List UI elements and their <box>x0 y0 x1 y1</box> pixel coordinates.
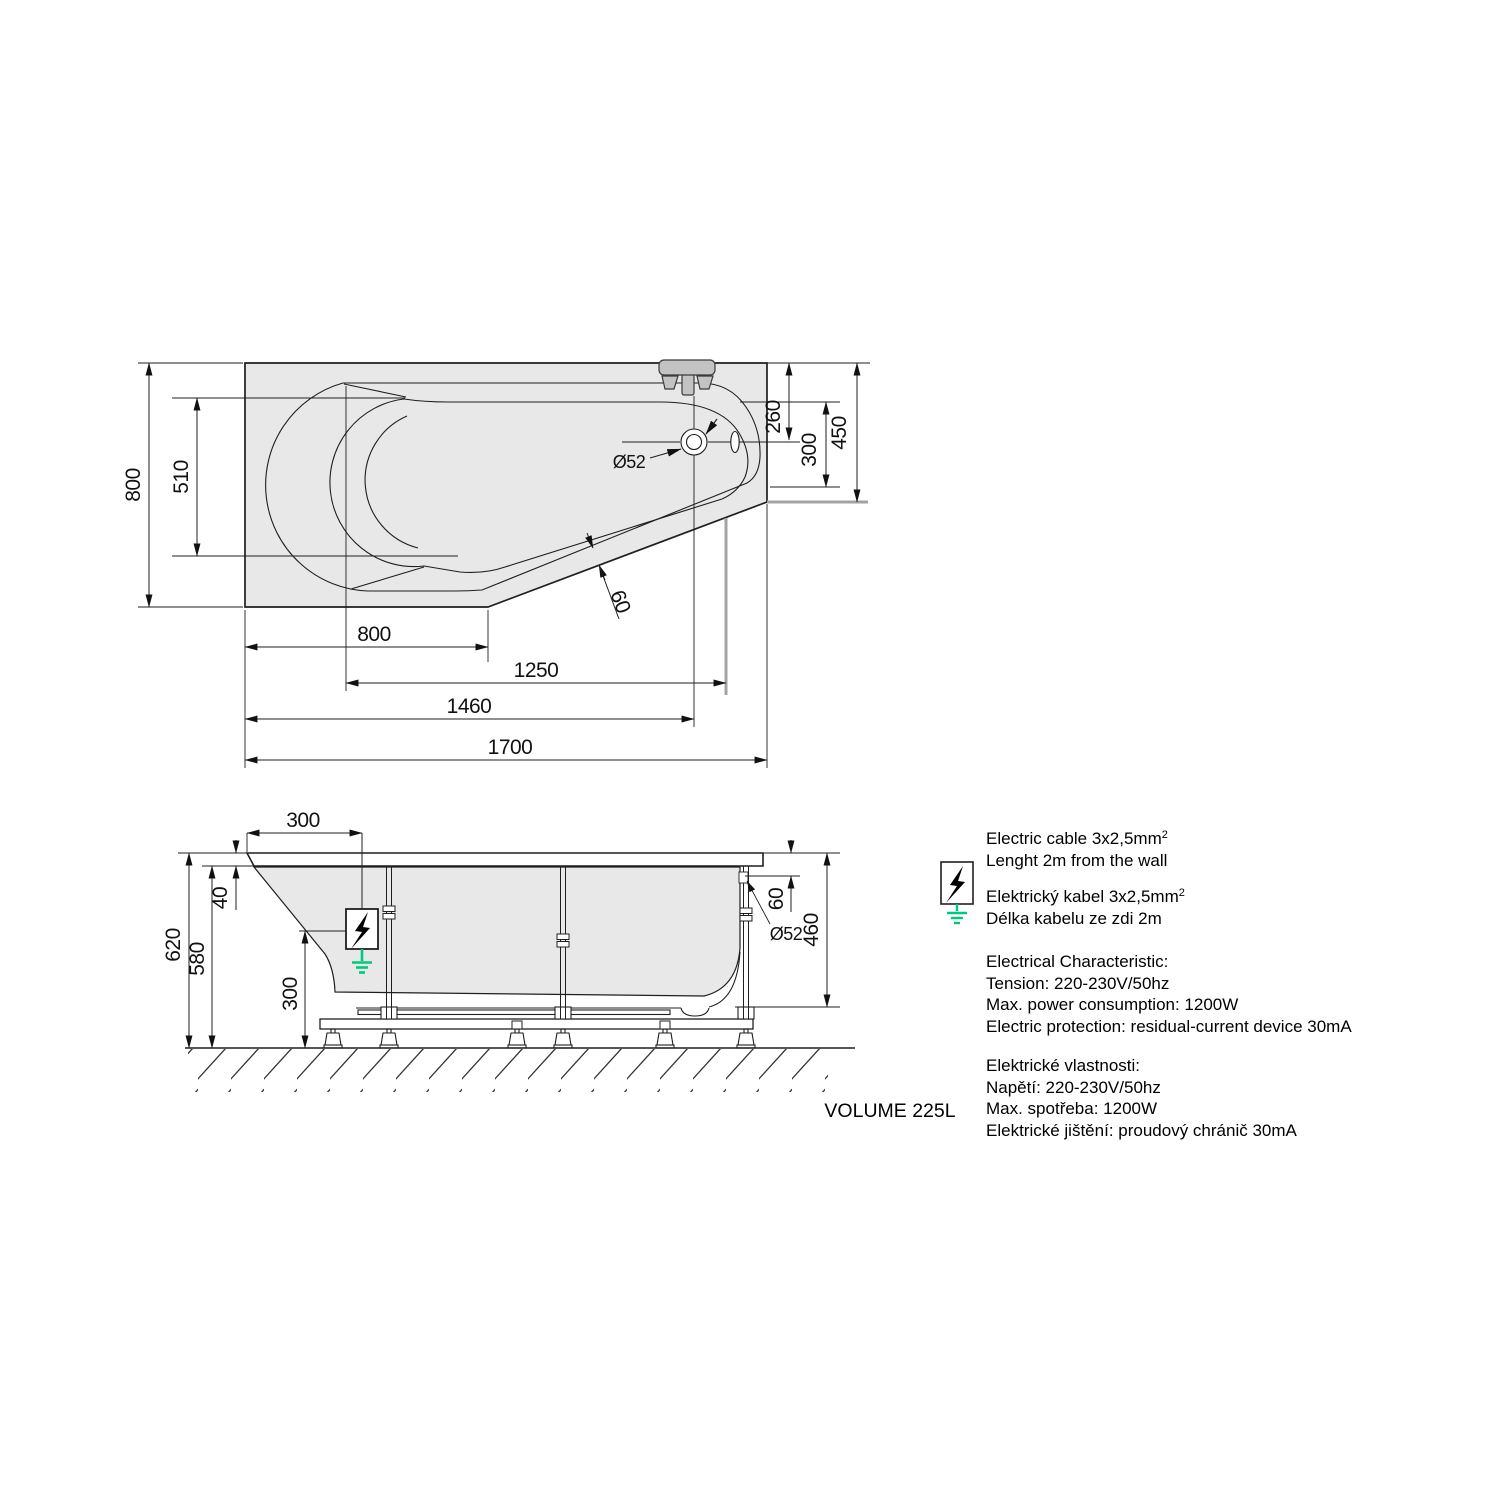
dim-cable-height: 300 <box>279 977 302 1011</box>
superscript: 2 <box>1161 829 1168 841</box>
note-elec-en-protection: Electric protection: residual-current device 30mA <box>986 1016 1352 1036</box>
legend-electric-icon <box>941 862 973 904</box>
dim-overall-width: 800 <box>122 468 145 502</box>
plan-tub-outline <box>245 363 767 607</box>
adjustable-feet <box>324 1029 755 1048</box>
overflow-icon <box>731 432 739 453</box>
ground-hatching <box>188 1049 828 1092</box>
note-elec-cz-title: Elektrické vlastnosti: <box>986 1056 1140 1075</box>
note-elec-cz-power: Max. spotřeba: 1200W <box>986 1099 1158 1118</box>
volume-label: VOLUME 225L <box>824 1100 956 1122</box>
dim-bottom-800: 800 <box>357 623 391 646</box>
plan-view <box>122 360 870 768</box>
frame-bar <box>320 1019 753 1029</box>
note-elec-en-title: Electrical Characteristic: <box>986 952 1169 971</box>
dim-drain-top-offset: 60 <box>765 887 788 911</box>
dim-bottom-1250: 1250 <box>513 659 559 682</box>
dim-basin-width: 510 <box>170 460 193 494</box>
note-cable-cz-1: Elektrický kabel $3x2,5mm^2$ <box>986 887 1185 906</box>
dim-apron-height: 580 <box>186 942 209 976</box>
note-elec-en-tension: Tension: 220-230V/50hz <box>986 973 1170 993</box>
note-cable-cz-2: Délka kabelu ze zdi 2m <box>986 908 1162 928</box>
dim-right-inner: 300 <box>798 433 821 467</box>
dim-right-edge: 450 <box>828 416 851 450</box>
dim-rim-gap: 60 <box>605 587 635 617</box>
dim-drain-diameter: Ø52 <box>612 452 646 472</box>
superscript: 2 <box>1178 887 1185 899</box>
note-elec-cz-tension: Napětí: 220-230V/50hz <box>986 1077 1161 1097</box>
support-board <box>358 1010 670 1015</box>
frame-connectors <box>381 1007 754 1019</box>
note-elec-cz-protection: Elektrické jištění: proudový chránič 30mA <box>986 1120 1297 1140</box>
wall-lines <box>726 502 868 695</box>
side-rim-plate <box>247 853 763 866</box>
dim-shell-depth: 460 <box>800 913 823 947</box>
dim-cable-offset: 300 <box>286 809 320 832</box>
note-cable-en-2: Lenght 2m from the wall <box>986 850 1168 870</box>
note-cable-en-1: Electric cable $3x2,5mm^2$ <box>986 829 1168 848</box>
dim-overall-length: 1700 <box>487 736 533 759</box>
dim-bottom-1460: 1460 <box>446 695 492 718</box>
legend-ground-icon <box>947 904 967 923</box>
side-tub-body <box>254 867 740 996</box>
note-elec-en-power: Max. power consumption: 1200W <box>986 995 1239 1014</box>
dim-drain-offset: 260 <box>762 400 785 434</box>
side-view <box>162 809 855 1092</box>
dim-rim-thickness: 40 <box>209 886 232 910</box>
dim-side-drain-diameter: Ø52 <box>769 924 803 944</box>
dim-total-height: 620 <box>162 928 185 962</box>
electrical-notes <box>986 828 1416 1141</box>
